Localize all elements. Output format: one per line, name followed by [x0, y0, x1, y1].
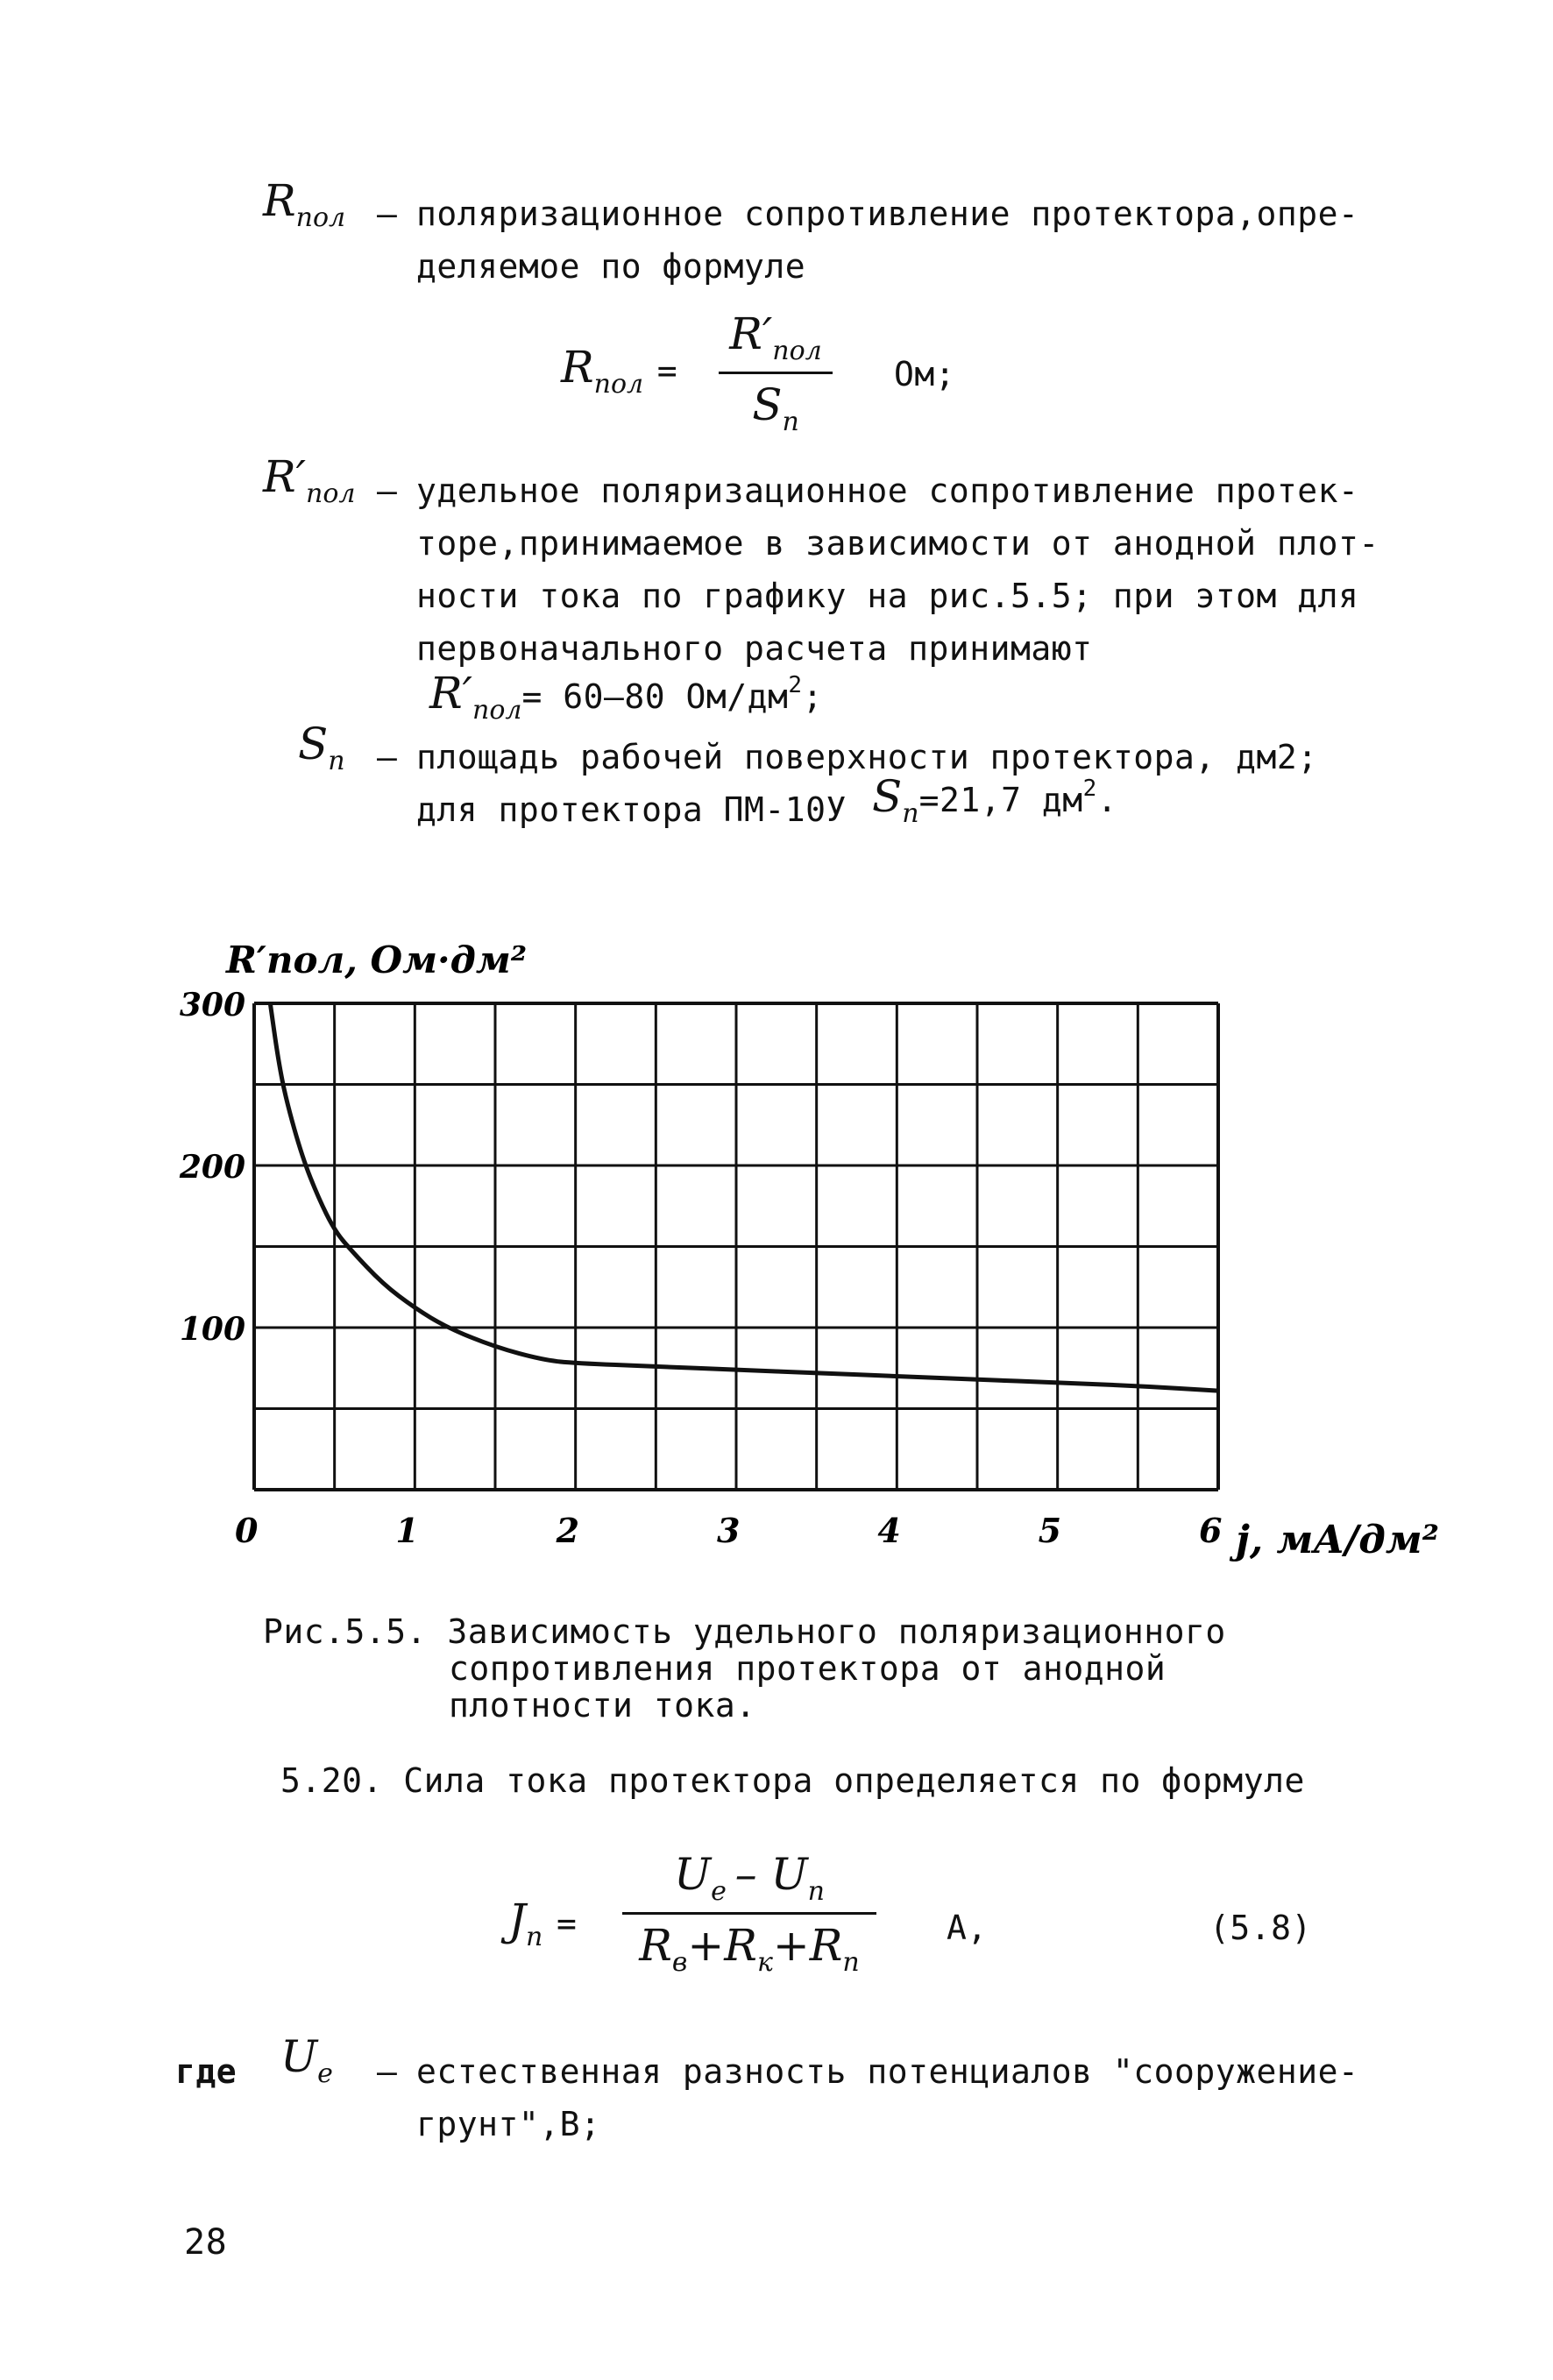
formula-58-num-a: U [674, 1849, 712, 1900]
def-sp-dash: – [377, 738, 398, 776]
def-sp-line1: площадь рабочей поверхности протектора, дм2; [416, 738, 1318, 776]
where-symbol [280, 2031, 333, 2089]
def-rpol-line1: поляризационное сопротивление протектора,опре- [416, 195, 1359, 233]
symbol-sp-sub: п [328, 746, 345, 776]
formula-rpol-fraction [719, 308, 833, 437]
rpol-initial-value [429, 668, 823, 726]
where-symbol-sub: е [317, 2058, 333, 2089]
def-sp-line2: для протектора ПМ-10У [416, 790, 847, 829]
x-tick-label: 2 [556, 1511, 580, 1550]
def-rpol-specific-line1: удельное поляризационное сопротивление протек- [416, 471, 1359, 510]
symbol-rpol-specific: R′ [263, 451, 306, 502]
formula-58-num-a-sub: e [711, 1876, 727, 1907]
x-tick-label: 1 [395, 1511, 419, 1550]
chart-x-ticks [235, 1511, 1222, 1550]
sp-value-text: =21,7 дм [918, 781, 1083, 819]
formula-58-lhs-sub: п [526, 1922, 543, 1952]
chart-grid [254, 1003, 1218, 1490]
formula-rpol-unit: Ом; [894, 355, 956, 393]
def-rpol-line2: деляемое по формуле [416, 247, 806, 286]
symbol-rpol-sub: пол [295, 202, 346, 233]
formula-58-den-c: +R [772, 1920, 843, 1971]
def-rpol-specific-line4: первоначального расчета принимают [416, 629, 1093, 668]
def-rpol-specific [263, 451, 355, 509]
formula-58-den-a-sub: в [671, 1947, 688, 1978]
formula-58-number: (5.8) [1209, 1909, 1312, 1947]
where-line1: естественная разность потенциалов "сооружение- [416, 2052, 1359, 2091]
where-dash: – [377, 2052, 398, 2091]
sp-value-sup: 2 [1082, 776, 1097, 802]
x-tick-label: 6 [1199, 1511, 1223, 1550]
rpol-value-sup: 2 [788, 672, 803, 698]
sp-value [872, 771, 1117, 829]
def-sp [298, 719, 345, 776]
sp-value-tail: . [1096, 781, 1118, 819]
where-symbol-u: U [280, 2031, 318, 2082]
figure-caption-line2: сопротивления протектора от анодной [449, 1649, 1167, 1688]
formula-58-den-b-sub: к [756, 1947, 773, 1978]
rpol-value-sub: пол [472, 695, 522, 726]
rpol-value-text: = 60–80 Ом/дм [521, 677, 789, 716]
sp-value-sub: п [902, 798, 919, 829]
def-rpol-dash: – [377, 195, 398, 233]
y-tick-label: 300 [179, 987, 245, 1024]
figure-caption-line3: плотности тока. [449, 1686, 756, 1725]
symbol-rpol: R [263, 175, 296, 226]
formula-5-8: Jп = Ue – Uп Rв+Rк+Rп А, (5.8) [508, 1849, 1312, 1978]
formula-58-minus: – U [734, 1849, 808, 1900]
x-tick-label: 0 [235, 1511, 259, 1550]
chart-xlabel: j, мА/дм² [1236, 1518, 1439, 1562]
where-line2: грунт",В; [416, 2105, 601, 2143]
figure-caption-line1: Рис.5.5. Зависимость удельного поляризационного [263, 1612, 1226, 1651]
formula-58-unit: А, [947, 1909, 988, 1947]
sp-value-symbol: S [872, 771, 903, 822]
formula-58-den-a: R [639, 1920, 672, 1971]
formula-58-den-b: +R [687, 1920, 757, 1971]
symbol-sp: S [298, 719, 329, 769]
def-rpol [263, 175, 345, 233]
x-tick-label: 3 [717, 1511, 741, 1550]
formula-rpol-den-sub: п [782, 407, 799, 437]
y-tick-label: 100 [179, 1311, 245, 1348]
formula-rpol-num-sub: пол [772, 336, 822, 366]
y-tick-label: 200 [179, 1149, 245, 1186]
symbol-rpol-specific-sub: пол [306, 478, 356, 509]
chart-y-ticks [179, 987, 245, 1348]
formula-rpol [561, 308, 956, 438]
formula-rpol-num: R′ [729, 308, 773, 359]
formula-rpol-eq: = [656, 351, 678, 390]
x-tick-label: 4 [877, 1511, 901, 1550]
polarization-chart [0, 903, 1553, 1604]
page-number: 28 [184, 2222, 228, 2263]
formula-rpol-lhs-sub: пол [593, 369, 644, 400]
formula-58-num-b-sub: п [807, 1876, 825, 1907]
def-rpol-specific-dash: – [377, 471, 398, 510]
def-rpol-specific-line3: ности тока по графику на рис.5.5; при этом для [416, 577, 1359, 615]
formula-58-lhs: J [508, 1895, 527, 1945]
rpol-value-symbol: R′ [429, 668, 472, 719]
formula-rpol-lhs: R [561, 342, 594, 393]
paragraph-5-20: 5.20. Сила тока протектора определяется по формуле [280, 1761, 1305, 1800]
chart-ylabel: R′пол, Ом·дм² [226, 939, 528, 981]
x-tick-label: 5 [1038, 1511, 1062, 1550]
rpol-value-tail: ; [802, 677, 823, 716]
formula-rpol-den: S [752, 379, 783, 430]
where-label: где [175, 2052, 238, 2091]
formula-58-fraction [622, 1849, 876, 1978]
def-rpol-specific-line2: торе,принимаемое в зависимости от анодной плот- [416, 524, 1379, 563]
formula-58-den-c-sub: п [842, 1947, 860, 1978]
chart-series-line [270, 1003, 1218, 1391]
